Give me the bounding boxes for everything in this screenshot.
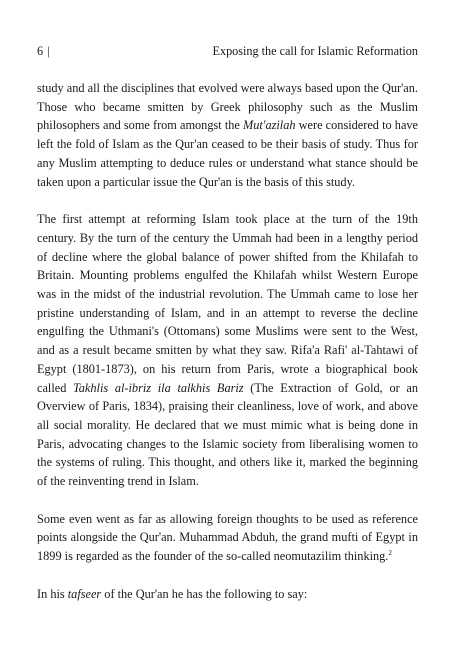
paragraph-4 (37, 585, 418, 604)
paragraph-3-text: Some even went as far as allowing foreign thoughts to be used as reference points alongside the Qur'an. Muhammad Abduh, the grand mufti of Egypt in 1899 is regarded as the founder of the so-called neomutazilim thinking. (37, 511, 418, 564)
running-title: Exposing the call for Islamic Reformation (212, 44, 418, 58)
paragraph-2 (37, 210, 418, 491)
paragraph-4-italic-term: tafseer (67, 586, 102, 601)
paragraph-1-text-a: study and all the disciplines that evolved were always based upon the Qur'an. Those who became smitten by Greek philosophy such as the Muslim philosophers and some from amongst the (37, 81, 418, 133)
header-left (37, 44, 50, 58)
page-number: 6 (37, 44, 44, 58)
document-page (37, 44, 418, 623)
paragraph-1 (37, 79, 418, 191)
paragraph-4-text-a: In his (37, 586, 68, 601)
header-separator: | (47, 44, 50, 58)
paragraph-2-text-a: The first attempt at reforming Islam took place at the turn of the 19th century. By the turn of the century the Ummah had been in a lengthy period of decline where the global balance of power shifted from the Khilafah to Britain. Mounting problems engulfed the Khilafah whilst Western Europe was in the midst of the industrial revolution. The Ummah came to lose her pristine understanding of Islam, and in an attempt to reverse the decline engulfing the Uthmani's (Ottomans) some Muslims were sent to the West, and as a result became smitten by what they saw. Rifa'a Rafi' al-Tahtawi of Egypt (1801-1873), on his return from Paris, wrote a biographical book called (37, 212, 418, 395)
paragraph-1-italic-term: Mut'azilah (243, 118, 296, 133)
paragraph-2-book-title: Takhlis al-ibriz ila talkhis Bariz (73, 380, 244, 395)
body-text (37, 79, 418, 604)
footnote-reference[interactable]: 2 (388, 549, 392, 558)
paragraph-4-text-c: of the Qur'an he has the following to say: (101, 586, 308, 601)
paragraph-2-text-c: (The Extraction of Gold, or an Overview of Paris, 1834), praising their cleanliness, love of work, and above all social morality. He declared that we must mimic what is being done in Paris, advocating changes to the Islamic society from liberalising women to the systems of ruling. This thought, and others like it, marked the beginning of the reinventing trend in Islam. (37, 380, 418, 489)
page-header (37, 44, 418, 58)
paragraph-1-text-c: were considered to have left the fold of Islam as the Qur'an ceased to be their basis of study. Thus for any Muslim attempting to deduce rules or understand what stance should be taken upon a particular issue the Qur'an is the basis of this study. (37, 118, 419, 189)
paragraph-3 (37, 510, 418, 566)
